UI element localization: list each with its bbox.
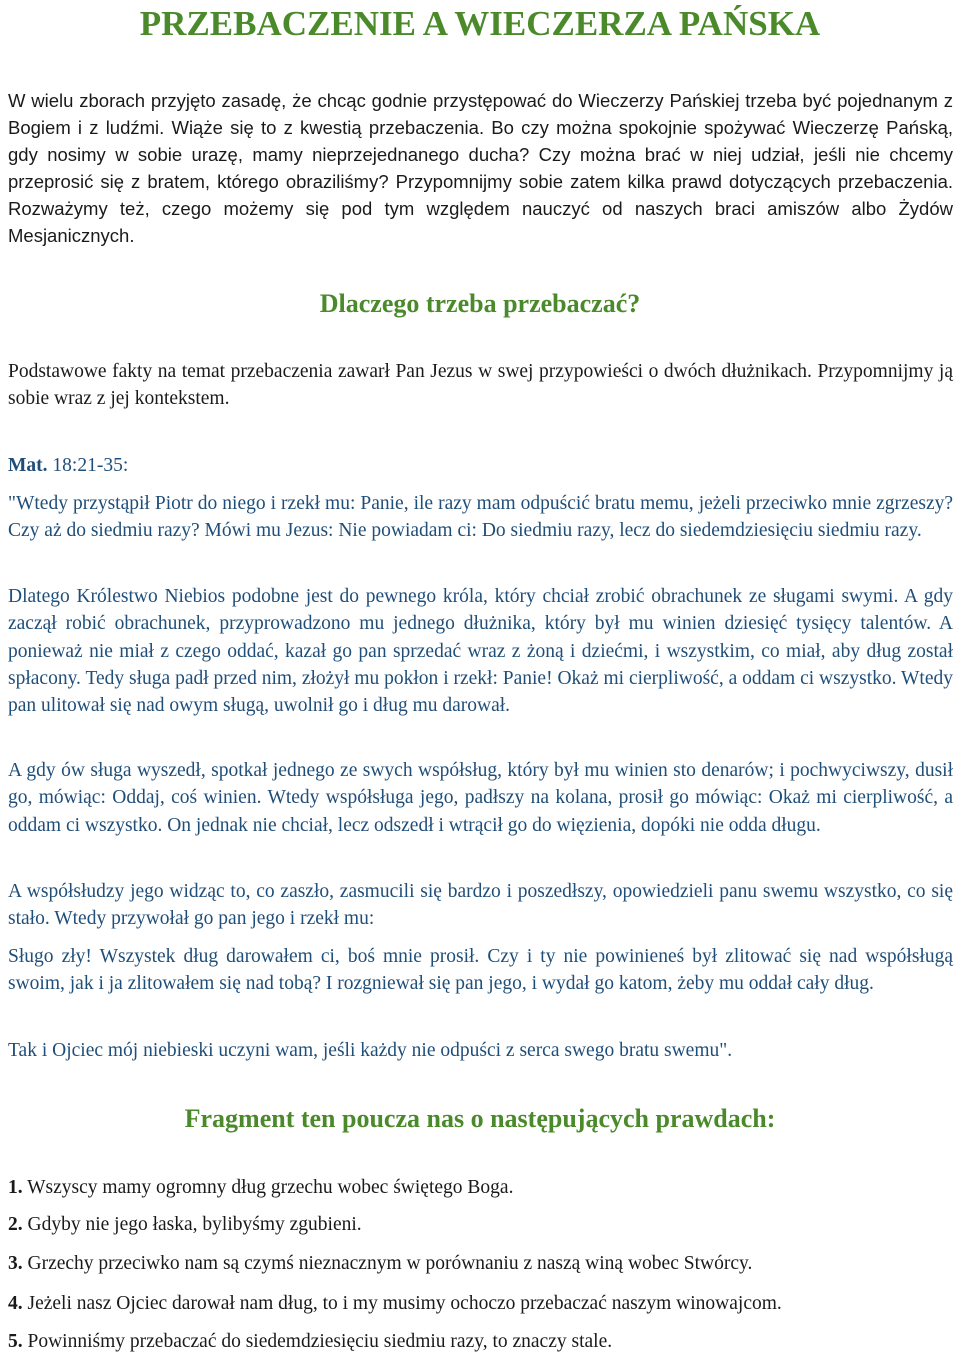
list-item-number: 3. [8, 1253, 23, 1274]
quote-paragraph-4: A współsłudzy jego widząc to, co zaszło, zasmucili się bardzo i poszedłszy, opowiedzieli panu swemu wszystko, co się stało. Wtedy przywołał go pan jego i rzekł mu: [8, 881, 953, 930]
list-item [8, 1212, 953, 1238]
reference-verses: 18:21-35: [52, 455, 129, 476]
quote-paragraph-3: A gdy ów sługa wyszedł, spotkał jednego ze swych współsług, który był mu winien sto denarów; i pochwyciwszy, dusił go, mówiąc: Oddaj, coś winien. Wtedy współsługa jego, padłszy na kolana, prosił go mówiąc: Okaż mi cierpliwość, a oddam ci wszystko. On jednak nie chciał, lecz odszedł i wtrącił go do więzienia, dopóki nie odda długu. [8, 760, 953, 836]
section-heading-truths: Fragment ten poucza nas o następujących prawdach: [184, 1104, 776, 1133]
intro-paragraph: W wielu zborach przyjęto zasadę, że chcąc godnie przystępować do Wieczerzy Pańskiej trzeba być pojednanym z Bogiem i z ludźmi. Wiąże się to z kwestią przebaczenia. Bo czy można spokojnie spożywać Wieczerzę Pańską, gdy nosimy w sobie urazę, mamy nieprzejednanego ducha? Czy można brać w niej udział, jeśli nie chcemy przeprosić się z bratem, którego obraziliśmy? Przypomnijmy sobie zatem kilka prawd dotyczących przebaczenia. Rozważymy też, czego możemy się pod tym względem nauczyć od naszych braci amiszów albo Żydów Mesjanicznych. [8, 90, 953, 246]
quote-paragraph-1: "Wtedy przystąpił Piotr do niego i rzekł mu: Panie, ile razy mam odpuścić bratu memu, jeżeli przeciwko mnie zgrzeszy? Czy aż do siedmiu razy? Mówi mu Jezus: Nie powiadam ci: Do siedmiu razy, lecz do siedemdziesięciu siedmiu razy. [8, 493, 953, 542]
list-item [8, 1175, 953, 1201]
list-item-number: 1. [8, 1177, 23, 1198]
list-item-text: Grzechy przeciwko nam są czymś nieznacznym w porównaniu z naszą winą wobec Stwórcy. [22, 1253, 753, 1274]
parable-intro-paragraph: Podstawowe fakty na temat przebaczenia zawarł Pan Jezus w swej przypowieści o dwóch dłużnikach. Przypomnijmy ją sobie wraz z jej kontekstem. [8, 361, 953, 410]
list-item-text: Gdyby nie jego łaska, bylibyśmy zgubieni. [22, 1214, 362, 1235]
list-item [8, 1329, 953, 1355]
list-item-number: 5. [8, 1331, 23, 1352]
quote-paragraph-5: Sługo zły! Wszystek dług darowałem ci, boś mnie prosił. Czy i ty nie powinieneś był zlitować się nad współsługą swoim, jak i ja zlitowałem się nad tobą? I rozgniewał się pan jego, i wydał go katom, żeby mu oddał cały dług. [8, 946, 953, 995]
list-item-text: Jeżeli nasz Ojciec darował nam dług, to i my musimy ochoczo przebaczać naszym winowajcom. [22, 1293, 782, 1314]
section-heading-why-forgive: Dlaczego trzeba przebaczać? [319, 289, 641, 318]
reference-book: Mat. [8, 455, 48, 476]
list-item-text: Wszyscy mamy ogromny dług grzechu wobec świętego Boga. [22, 1177, 514, 1198]
quote-paragraph-6: Tak i Ojciec mój niebieski uczyni wam, jeśli każdy nie odpuści z serca swego bratu swemu". [8, 1040, 733, 1061]
quote-paragraph-2: Dlatego Królestwo Niebios podobne jest do pewnego króla, który chciał zrobić obrachunek ze sługami swymi. A gdy zaczął robić obrachunek, przyprowadzono mu jednego dłużnika, który był mu winien dziesięć tysięcy talentów. A ponieważ nie miał z czego oddać, kazał go pan sprzedać wraz z żoną i dziećmi, i wszystkim, co miał, aby dług został spłacony. Tedy sługa padł przed nim, złożył mu pokłon i rzekł: Panie! Okaż mi cierpliwość, a oddam ci wszystko. Wtedy pan ulitował się nad owym sługą, uwolnił go i dług mu darował. [8, 586, 953, 717]
list-item [8, 1251, 953, 1277]
list-item-number: 4. [8, 1293, 23, 1314]
list-item [8, 1291, 953, 1317]
list-item-number: 2. [8, 1214, 23, 1235]
scripture-reference [8, 452, 128, 479]
list-item-text: Powinniśmy przebaczać do siedemdziesięciu siedmiu razy, to znaczy stale. [22, 1331, 613, 1352]
page-title: PRZEBACZENIE A WIECZERZA PAŃSKA [139, 4, 821, 43]
